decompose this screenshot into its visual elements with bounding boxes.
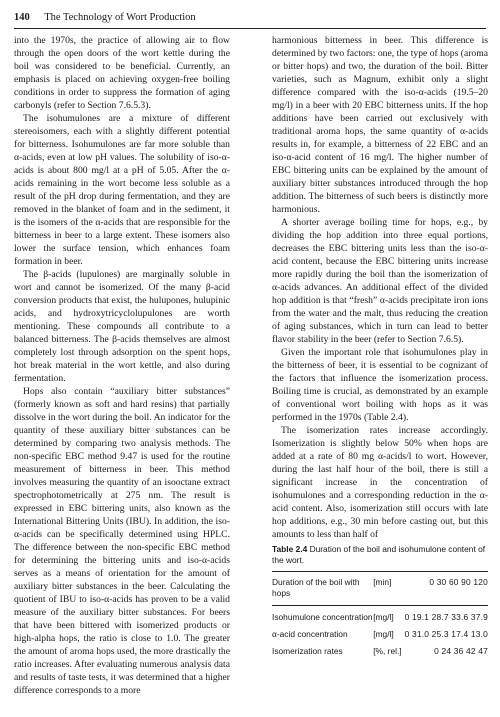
page-number: 140 xyxy=(14,12,30,23)
table-label: Table 2.4 xyxy=(272,544,308,554)
table-header-label: Duration of the boil with hops xyxy=(272,577,360,598)
table-cell-label: Isohumulone concentration xyxy=(272,612,373,622)
paragraph: Hops also contain “auxiliary bitter substances” (formerly known as soft and hard resins) that partially dissolve in the wort during the boil. An indicator for the quantity of these auxiliary bitter substances can be determined by comparing two analysis methods. The non-specific EBC method 9.47 is used for the routine measurement of bitterness in beer. This method involves measuring the quantity of an isooctane extract spectrophotometrically at 275 nm. The result is expressed in EBC bittering units, also known as the International Bittering Units (IBU). In addition, the iso-α-acids can be specifically determined using HPLC. The difference between the non-specific EBC method for determining the bittering units and iso-α-acids serves as a means of orientation for the amount of auxiliary bitter substances in the beer. Calculating the quotient of IBU to iso-α-acids has proven to be a valid measure of the auxiliary bitter substances. For beers that have been bittered with isomerized products or high-alpha hops, the ratio is close to 1.0. The greater the amount of aroma hops used, the more drastically the ratio increases. After evaluating numerous analysis data and results of taste tests, it was determined that a higher difference corresponds to a more xyxy=(14,386,230,696)
table-cell-unit: [mg/l] xyxy=(373,629,394,639)
table-header-unit: [min] xyxy=(373,577,392,587)
table-cell-unit: [%, rel.] xyxy=(373,646,402,656)
table-header-values: 0 30 60 90 120 xyxy=(429,577,488,587)
paragraph: The isomerization rates increase accordingly. Isomerization is slightly below 50% when hops are added at a rate of 80 mg α-acids/l to wort. However, during the last half hour of the boil, there is still a significant increase in the concentration of isohumulones and a corresponding reduction in the α-acid content. Also, isomerization still occurs with late hop additions, e.g., 30 min before casting out, but this amounts to less than half of xyxy=(272,425,488,540)
paragraph: The isohumulones are a mixture of different stereoisomers, each with a slightly different potential for bitterness. Isohumulones are far more soluble than α-acids, even at low pH values. The solubility of iso-α-acids is about 800 mg/l at a pH of 5.05. After the α-acids remaining in the wort become less soluble as a result of the pH drop during fermentation, and they are removed in the blanket of foam and in the sediment, it is the isomers of the α-acids that are responsible for the bitterness in beer to a large extent. These isomers also lower the surface tension, which enhances foam formation in beer. xyxy=(14,113,230,267)
boil-duration-table xyxy=(272,577,488,657)
table-2-4 xyxy=(272,544,488,657)
table-row xyxy=(272,623,488,640)
paragraph: The β-acids (lupulones) are marginally soluble in wort and cannot be isomerized. Of the many β-acid conversion products that exist, the hulupones, hulupinic acids, and hydroxytricyclolupulones are worth mentioning. These compounds all contribute to a balanced bitterness. The β-acids themselves are almost completely lost through adsorption on the spent hops, hot break material in the wort kettle, and also during fermentation. xyxy=(14,269,230,384)
paragraph: A shorter average boiling time for hops, e.g., by dividing the hop addition into three equal portions, decreases the EBC bittering units less than the iso-α-acid content, because the EBC bittering units increase more rapidly during the boil than the isomerization of α-acids advances. An additional effect of the divided hop addition is that “fresh” α-acids precipitate iron ions from the water and the malt, thus reducing the creation of aging substances, which in turn can lead to better flavor stability in the beer (refer to Section 7.6.5). xyxy=(272,217,488,345)
table-cell-values: 0 31.0 25.3 17.4 13.0 xyxy=(404,629,488,639)
paragraph: harmonious bitterness in beer. This difference is determined by two factors: one, the type of hops (aroma or bitter hops) and two, the duration of the boil. Bitter varieties, such as Magnum, exhibit only a slight difference compared with the iso-α-acids (19.5–20 mg/l) in a beer with 20 EBC bitterness units. If the hop additions have been carried out exclusively with traditional aroma hops, the same quantity of α-acids results in, for example, a bitterness of 22 EBC and an iso-α-acid content of 16 mg/l. The higher number of EBC bittering units can be explained by the amount of auxiliary bitter substances introduced through the hop addition. The bitterness of such beers is distinctly more harmonious. xyxy=(272,35,488,215)
paragraph: Given the important role that isohumulones play in the bitterness of beer, it is essential to be cognizant of the factors that influence the isomerization process. Boiling time is crucial, as demonstrated by an example of conventional wort boiling with hops as it was performed in the 1970s (Table 2.4). xyxy=(272,347,488,423)
table-row xyxy=(272,640,488,657)
table-caption xyxy=(272,544,488,572)
table-caption-text: Duration of the boil and isohumulone content of the wort. xyxy=(272,544,486,565)
table-cell-label: Isomerization rates xyxy=(272,646,343,656)
left-text-column xyxy=(14,34,230,697)
table-row xyxy=(272,606,488,624)
running-header xyxy=(14,8,486,29)
right-text-column xyxy=(272,34,488,541)
running-title: The Technology of Wort Production xyxy=(44,12,196,23)
table-cell-label: α-acid concentration xyxy=(272,629,348,639)
paragraph: into the 1970s, the practice of allowing air to flow through the open doors of the wort kettle during the boil was considered to be beneficial. Currently, an emphasis is placed on achieving oxygen-free boiling conditions in order to suppress the formation of aging carbonyls (refer to Section 7.6.5.3). xyxy=(14,35,230,111)
table-header-row xyxy=(272,577,488,606)
table-cell-values: 0 24 36 42 47 xyxy=(434,646,488,656)
table-cell-values: 0 19.1 28.7 33.6 37.9 xyxy=(404,612,488,622)
table-cell-unit: [mg/l] xyxy=(373,612,394,622)
